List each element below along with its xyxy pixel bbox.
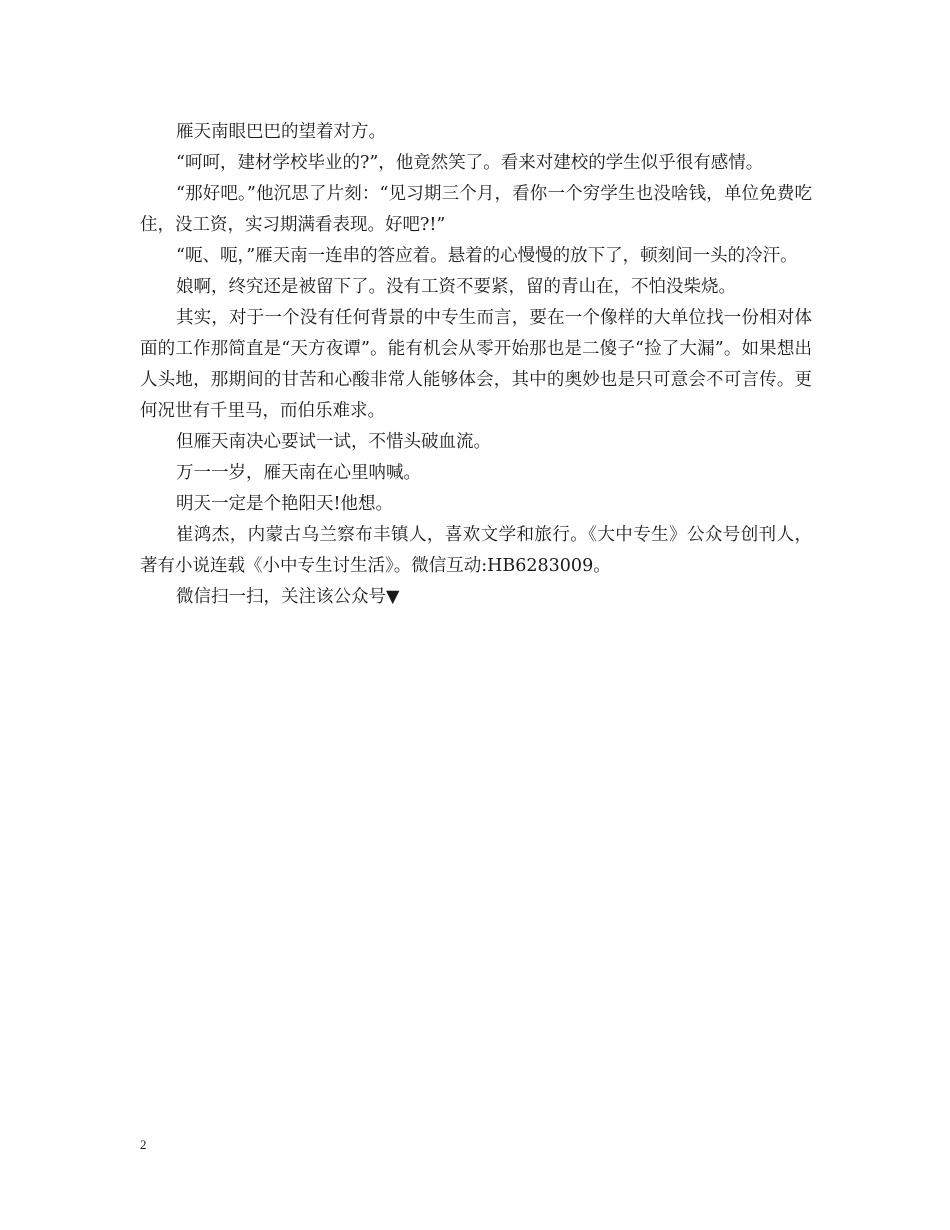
page-number: 2 — [140, 1137, 147, 1152]
paragraph: 明天一定是个艳阳天!他想。 — [176, 494, 394, 514]
paragraph: 其实，对于一个没有任何背景的中专生而言，要在一个像样的大单位找一份相对体面的工作那简直是“天方夜谭”。能有机会从零开始那也是二傻子“捡了大漏”。如果想出人头地，那期间的甘苦和心酸非常人能够体会，其中的奥妙也是只可意会不可言传。更何况世有千里马，而伯乐难求。 — [140, 308, 812, 421]
paragraph: “呃、呃，”雁天南一连串的答应着。悬着的心慢慢的放下了，顿刻间一头的冷汗。 — [176, 246, 798, 266]
paragraph: 雁天南眼巴巴的望着对方。 — [176, 122, 386, 142]
document-body — [140, 117, 812, 613]
paragraph: 娘啊，终究还是被留下了。没有工资不要紧，留的青山在，不怕没柴烧。 — [176, 277, 736, 297]
paragraph: 万一一岁，雁天南在心里呐喊。 — [176, 463, 421, 483]
paragraph: 但雁天南决心要试一试，不惜头破血流。 — [176, 432, 491, 452]
paragraph: “呵呵，建材学校毕业的?”，他竟然笑了。看来对建校的学生似乎很有感情。 — [176, 153, 764, 173]
author-bio-paragraph: 崔鸿杰，内蒙古乌兰察布丰镇人，喜欢文学和旅行。《大中专生》公众号创刊人，著有小说连载《小中专生讨生活》。微信互动:HB6283009。 — [140, 525, 812, 576]
follow-prompt-paragraph: 微信扫一扫，关注该公众号▼ — [176, 587, 400, 607]
paragraph: “那好吧。”他沉思了片刻：“见习期三个月，看你一个穷学生也没啥钱，单位免费吃住，没工资，实习期满看表现。好吧?!” — [140, 184, 812, 235]
